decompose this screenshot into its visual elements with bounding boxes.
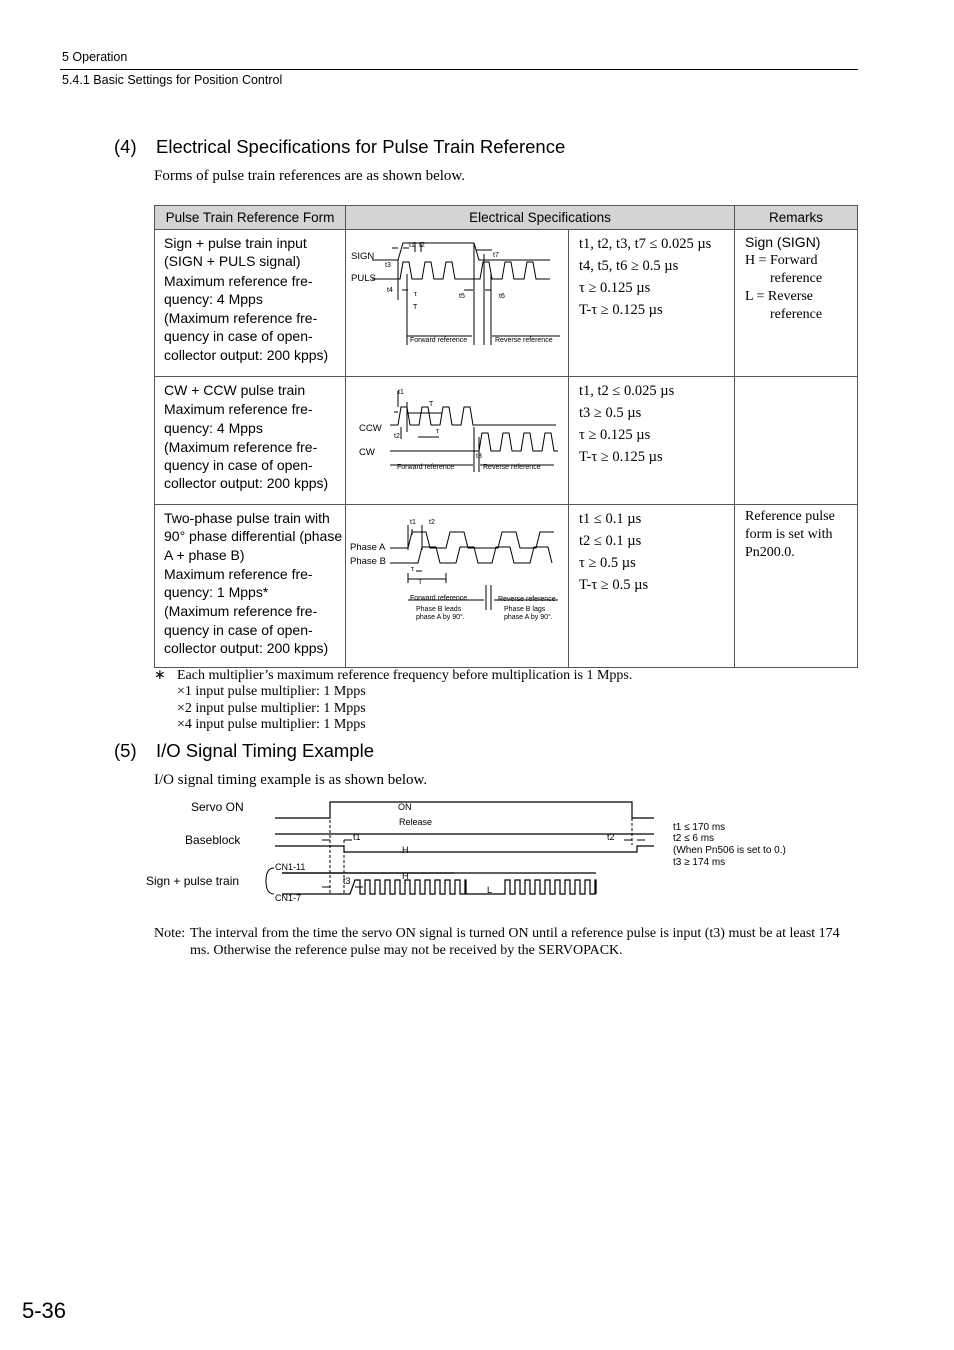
label-phase-b-lags: Phase B lags: [504, 606, 546, 613]
label-t6: t6: [499, 293, 505, 300]
diagram-cell-sign-pulse: [346, 230, 569, 377]
diagram-cell-two-phase: [346, 505, 569, 668]
section-5-title: I/O Signal Timing Example: [156, 740, 374, 761]
label-ccw: CCW: [359, 423, 382, 434]
section-5-intro: I/O signal timing example is as shown below.: [154, 772, 428, 788]
diagram-cell-cw-ccw: [346, 377, 569, 505]
form-text: Sign + pulse train input (SIGN + PULS signal): [164, 235, 307, 270]
table-row: [155, 230, 858, 377]
remarks-text: Reference pulse form is set with Pn200.0.: [745, 509, 835, 560]
label-t7: t7: [493, 252, 499, 259]
form-text: Two-phase pulse train with 90° phase differential (phase A + phase B): [164, 510, 343, 563]
note-label: Note:: [154, 926, 186, 941]
label-phase-a: Phase A: [350, 542, 386, 553]
header-section: 5.4.1 Basic Settings for Position Control: [62, 73, 283, 87]
form-cell-cw-ccw: [155, 377, 346, 505]
label-t1: t1: [409, 242, 415, 249]
spec-line: T-τ ≥ 0.5 µs: [579, 577, 649, 593]
footnote-text: Each multiplier’s maximum reference frequency before multiplication is 1 Mpps.: [177, 668, 633, 683]
spec-line: t1, t2 ≤ 0.025 µs: [579, 383, 675, 399]
remarks-cell-sign-pulse: [735, 230, 858, 377]
label-T: T: [413, 304, 418, 311]
label-on: ON: [398, 802, 412, 812]
section-4-heading: [114, 136, 565, 158]
condition-pn506: (When Pn506 is set to 0.): [673, 845, 786, 856]
label-t2: t2: [419, 242, 425, 249]
signal-baseblock: Baseblock: [185, 833, 241, 847]
note-text: The interval from the time the servo ON signal is turned ON until a reference pulse is input (t3) must be at least 174 ms. Otherwise the reference pulse may not be received by the SERVOPACK.: [190, 926, 840, 958]
label-T: T: [418, 579, 423, 586]
label-t1: t1: [353, 832, 361, 842]
label-phase-b: Phase B: [350, 556, 386, 567]
page-number: 5-36: [22, 1298, 67, 1323]
specs-cell-two-phase: [569, 505, 735, 668]
form-text: Maximum reference fre-quency: 1 Mpps*: [164, 565, 313, 601]
spec-line: t1, t2, t3, t7 ≤ 0.025 µs: [579, 236, 712, 252]
signal-sign-pulse-train: Sign + pulse train: [146, 874, 240, 888]
pin-cn1-11: CN1-11: [275, 862, 306, 872]
note: [154, 926, 859, 959]
footnote-line: ×1 input pulse multiplier: 1 Mpps: [177, 684, 366, 700]
label-tau: τ: [411, 566, 414, 573]
label-phase-a-by-90-lead: phase A by 90°.: [416, 614, 465, 621]
label-t5: t5: [459, 293, 465, 300]
header-rule: [60, 69, 858, 70]
spec-line: t4, t5, t6 ≥ 0.5 µs: [579, 258, 679, 274]
cw-ccw-timing-diagram: [346, 377, 568, 499]
remarks-line: reference: [770, 271, 823, 286]
form-text: (Maximum reference fre-quency in case of open-collector output: 200 kpps): [164, 438, 329, 492]
spec-line: t2 ≤ 0.1 µs: [579, 533, 642, 549]
specs-cell-cw-ccw: [569, 377, 735, 505]
spec-line: τ ≥ 0.125 µs: [579, 427, 651, 443]
header-form: Pulse Train Reference Form: [155, 206, 346, 230]
label-reverse-reference: Reverse reference: [495, 337, 553, 344]
label-h-baseblock: H: [402, 845, 409, 855]
spec-line: T-τ ≥ 0.125 µs: [579, 302, 663, 318]
servo-on-waveform: [275, 802, 654, 818]
header-electrical-specs: Electrical Specifications: [346, 206, 735, 230]
section-4-number: (4): [114, 136, 137, 157]
spec-line: t3 ≥ 0.5 µs: [579, 405, 642, 421]
remarks-line: L = Reverse: [745, 289, 814, 304]
pulse-train-spec-table: [154, 205, 858, 668]
remarks-cell-cw-ccw: [735, 377, 858, 505]
label-t2: t2: [394, 433, 400, 440]
baseblock-waveform: [275, 846, 654, 852]
two-phase-timing-diagram: [346, 505, 568, 662]
remarks-line: reference: [770, 307, 823, 322]
specs-cell-sign-pulse: [569, 230, 735, 377]
label-h-pulse: H: [402, 871, 409, 881]
label-phase-a-by-90-lag: phase A by 90°.: [504, 614, 553, 621]
form-cell-two-phase: [155, 505, 346, 668]
table-row: [155, 505, 858, 668]
label-tau: τ: [414, 291, 417, 298]
label-puls: PULS: [351, 273, 376, 284]
remarks-cell-two-phase: [735, 505, 858, 668]
signal-servo-on: Servo ON: [191, 800, 244, 814]
section-4-title: Electrical Specifications for Pulse Train Reference: [156, 136, 566, 157]
condition-t3: t3 ≥ 174 ms: [673, 857, 726, 868]
label-cw: CW: [359, 447, 375, 458]
label-reverse-reference: Reverse reference: [498, 596, 556, 603]
label-t2: t2: [429, 519, 435, 526]
footnote: [154, 668, 632, 733]
label-T: T: [429, 401, 434, 408]
spec-line: t1 ≤ 0.1 µs: [579, 511, 642, 527]
label-forward-reference: Forward reference: [410, 337, 468, 344]
header-chapter: 5 Operation: [62, 50, 128, 64]
label-t1: t1: [398, 389, 404, 396]
table-header-row: [155, 206, 858, 230]
io-signal-timing-diagram: [0, 790, 954, 915]
label-t2: t2: [607, 832, 615, 842]
condition-t1: t1 ≤ 170 ms: [673, 822, 726, 833]
label-reverse-reference: Reverse reference: [483, 464, 541, 471]
section-4-intro: Forms of pulse train references are as shown below.: [154, 168, 466, 184]
section-5-heading: [114, 740, 374, 762]
form-text: Maximum reference fre-quency: 4 Mpps: [164, 401, 313, 436]
footnote-mark: ∗: [154, 668, 166, 683]
label-sign: SIGN: [351, 251, 375, 262]
sign-pulse-timing-diagram: [346, 230, 568, 371]
footnote-line: ×4 input pulse multiplier: 1 Mpps: [177, 716, 366, 732]
spec-line: τ ≥ 0.125 µs: [579, 280, 651, 296]
table-row: [155, 377, 858, 505]
form-text: Maximum reference fre-quency: 4 Mpps: [164, 272, 313, 307]
condition-t2: t2 ≤ 6 ms: [673, 833, 715, 844]
form-text: (Maximum reference fre-quency in case of open-collector output: 200 kpps): [164, 603, 329, 657]
label-l: L: [487, 885, 493, 895]
label-forward-reference: Forward reference: [410, 595, 468, 602]
label-t1: t1: [410, 519, 416, 526]
form-cell-sign-pulse: [155, 230, 346, 377]
spec-line: τ ≥ 0.5 µs: [579, 555, 636, 571]
label-t3: t3: [385, 262, 391, 269]
remarks-line: H = Forward: [745, 253, 818, 268]
label-release: Release: [399, 817, 433, 827]
remarks-heading: Sign (SIGN): [745, 234, 821, 250]
label-t3: t3: [476, 453, 482, 460]
spec-line: T-τ ≥ 0.125 µs: [579, 449, 663, 465]
label-tau: τ: [436, 428, 439, 435]
label-phase-b-leads: Phase B leads: [416, 606, 462, 613]
label-forward-reference: Forward reference: [397, 464, 455, 471]
section-5-number: (5): [114, 740, 137, 761]
pin-cn1-7: CN1-7: [275, 893, 302, 903]
form-text: (Maximum reference fre-quency in case of open-collector output: 200 kpps): [164, 310, 329, 363]
footnote-line: ×2 input pulse multiplier: 1 Mpps: [177, 700, 366, 716]
label-t3: t3: [343, 876, 351, 886]
form-text: CW + CCW pulse train: [164, 382, 306, 398]
header-remarks: Remarks: [735, 206, 858, 230]
label-t4: t4: [387, 287, 393, 294]
